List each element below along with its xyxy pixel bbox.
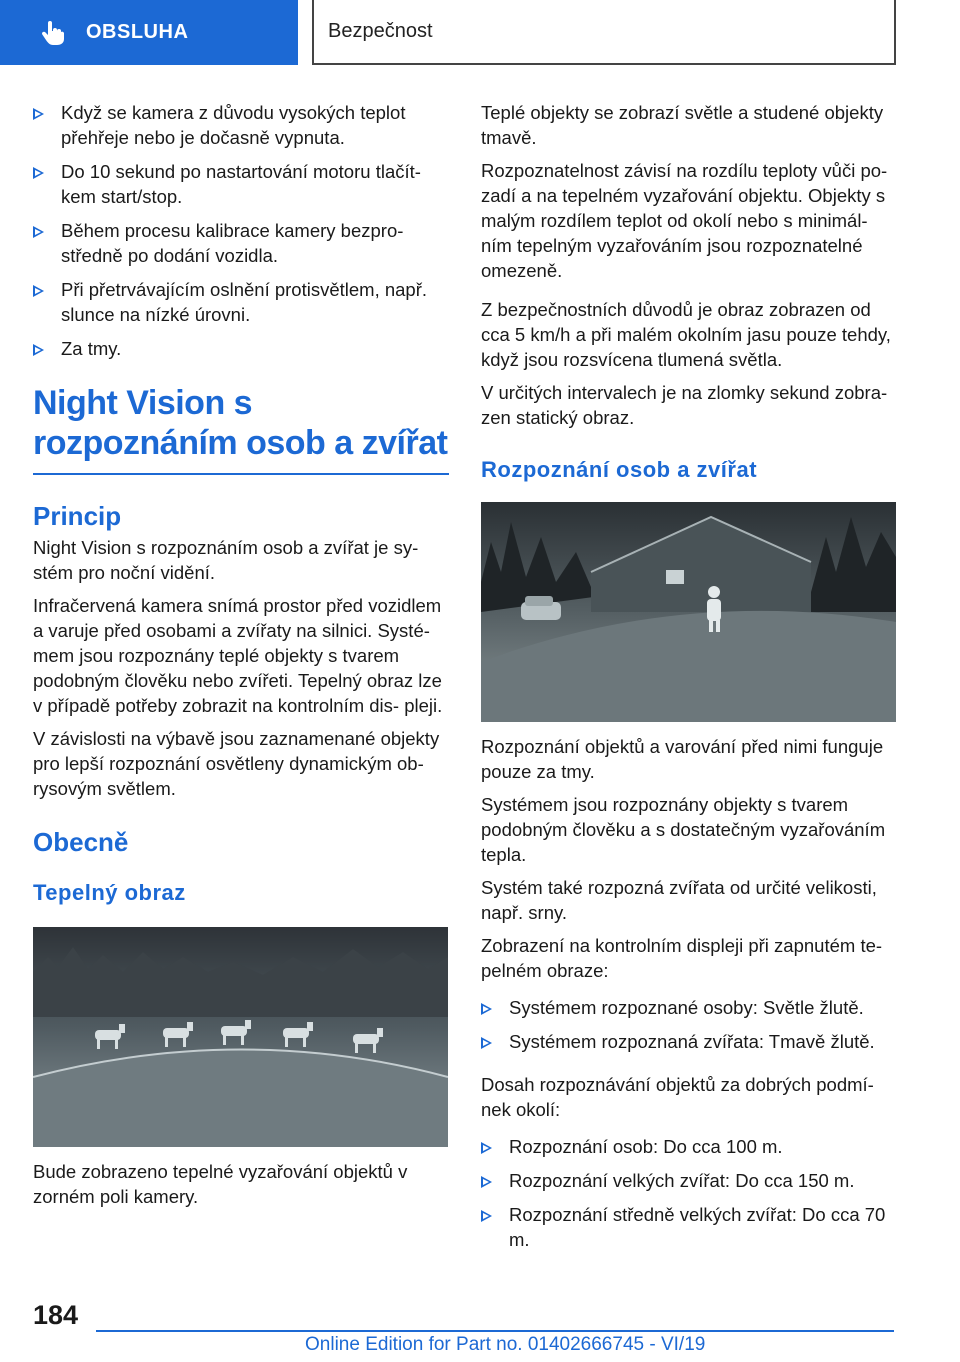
list-item-text: Během procesu kalibrace kamery bezpro- středně po dodání vozidla. xyxy=(61,220,404,266)
paragraph: Zobrazení na kontrolním displeji při zapnutém te- pelném obraze: xyxy=(481,935,883,981)
bullet-triangle-icon xyxy=(33,108,44,120)
bullet-triangle-icon xyxy=(481,1176,492,1188)
paragraph: Rozpoznání objektů a varování před nimi funguje pouze za tmy. xyxy=(481,736,884,782)
paragraph: Systém také rozpozná zvířata od určité velikosti, např. srny. xyxy=(481,877,877,923)
tab-obsluha[interactable] xyxy=(0,0,298,65)
right-column xyxy=(481,100,897,1261)
footer-divider xyxy=(96,1330,894,1332)
list-item xyxy=(33,159,449,209)
bullet-triangle-icon xyxy=(33,285,44,297)
heading-princip: Princip xyxy=(33,501,122,531)
paragraph: Teplé objekty se zobrazí světle a studené objekty tmavě. xyxy=(481,102,884,148)
list-item xyxy=(33,218,449,268)
paragraph: Night Vision s rozpoznáním osob a zvířat je sy- stém pro noční vidění. xyxy=(33,537,419,583)
list-item-text: Když se kamera z důvodu vysokých teplot přehřeje nebo je dočasně vypnuta. xyxy=(61,102,406,148)
list-item xyxy=(481,1029,897,1054)
heading-tepelny-obraz: Tepelný obraz xyxy=(33,880,186,905)
list-item xyxy=(33,336,449,361)
bullet-triangle-icon xyxy=(481,1003,492,1015)
list-item-text: Za tmy. xyxy=(61,338,122,359)
paragraph: Z bezpečnostních důvodů je obraz zobrazen od cca 5 km/h a při malém okolním jasu pouze tehdy, když jsou rozsvícena tlumená světla. xyxy=(481,299,891,370)
bullet-triangle-icon xyxy=(33,226,44,238)
list-item xyxy=(33,100,449,150)
section-title-label: Bezpečnost xyxy=(328,20,433,42)
title-divider xyxy=(33,473,449,475)
list-item-text: Do 10 sekund po nastartování motoru tlačít- kem start/stop. xyxy=(61,161,421,207)
thermal-image xyxy=(33,927,448,1147)
list-item-text: Rozpoznání středně velkých zvířat: Do cca 70 m. xyxy=(509,1204,886,1250)
paragraph: Rozpoznatelnost závisí na rozdílu teploty vůči po- zadí a na tepelném vyzařování objektu. Objekty s malým rozdílem teplot od okolí nebo s minimál- ním tepelným vyzařováním jsou rozpoznatelné omezeně. xyxy=(481,160,888,281)
hand-pointer-icon xyxy=(40,20,66,46)
list-item-text: Rozpoznání velkých zvířat: Do cca 150 m. xyxy=(509,1170,855,1191)
heading-rozpoznani: Rozpoznání osob a zvířat xyxy=(481,457,758,482)
bullet-triangle-icon xyxy=(33,344,44,356)
list-item xyxy=(481,1134,897,1159)
list-item xyxy=(33,277,449,327)
list-item-text: Systémem rozpoznaná zvířata: Tmavě žlutě. xyxy=(509,1031,875,1052)
list-item xyxy=(481,995,897,1020)
page-number: 184 xyxy=(33,1300,79,1330)
list-item-text: Systémem rozpoznané osoby: Světle žlutě. xyxy=(509,997,864,1018)
paragraph: Systémem jsou rozpoznány objekty s tvarem podobným člověku a s dostatečným vyzařováním tepla. xyxy=(481,794,886,865)
paragraph: Infračervená kamera snímá prostor před vozidlem a varuje před osobami a zvířaty na silnici. Systé- mem jsou rozpoznány teplé objekty s tvarem podobným člověku nebo zvířeti. Tepelný obraz lze v případě potřeby zobrazit na kontrolním dis- pleji. xyxy=(33,595,443,716)
night-vision-image xyxy=(481,502,896,722)
paragraph: V určitých intervalech je na zlomky sekund zobra- zen statický obraz. xyxy=(481,382,888,428)
bullet-triangle-icon xyxy=(481,1037,492,1049)
bullet-triangle-icon xyxy=(481,1210,492,1222)
section-title xyxy=(312,0,896,65)
list-item-text: Při přetrvávajícím oslnění protisvětlem, např. slunce na nízké úrovni. xyxy=(61,279,428,325)
page-title: Night Vision s rozpoznáním osob a zvířat xyxy=(33,384,448,462)
paragraph: Dosah rozpoznávání objektů za dobrých podmí- nek okolí: xyxy=(481,1074,874,1120)
paragraph: V závislosti na výbavě jsou zaznamenané objekty pro lepší rozpoznání osvětleny dynamickým ob- rysovým světlem. xyxy=(33,728,440,799)
list-item xyxy=(481,1202,897,1252)
bullet-triangle-icon xyxy=(481,1142,492,1154)
list-item xyxy=(481,1168,897,1193)
list-item-text: Rozpoznání osob: Do cca 100 m. xyxy=(509,1136,783,1157)
edition-link[interactable]: Online Edition for Part no. 01402666745 - VI/19 xyxy=(305,1334,706,1355)
bullet-triangle-icon xyxy=(33,167,44,179)
left-column xyxy=(33,100,449,1217)
heading-obecne: Obecně xyxy=(33,827,129,857)
image-caption: Bude zobrazeno tepelné vyzařování objektů v zorném poli kamery. xyxy=(33,1161,408,1207)
tab-obsluha-label: OBSLUHA xyxy=(86,21,189,43)
